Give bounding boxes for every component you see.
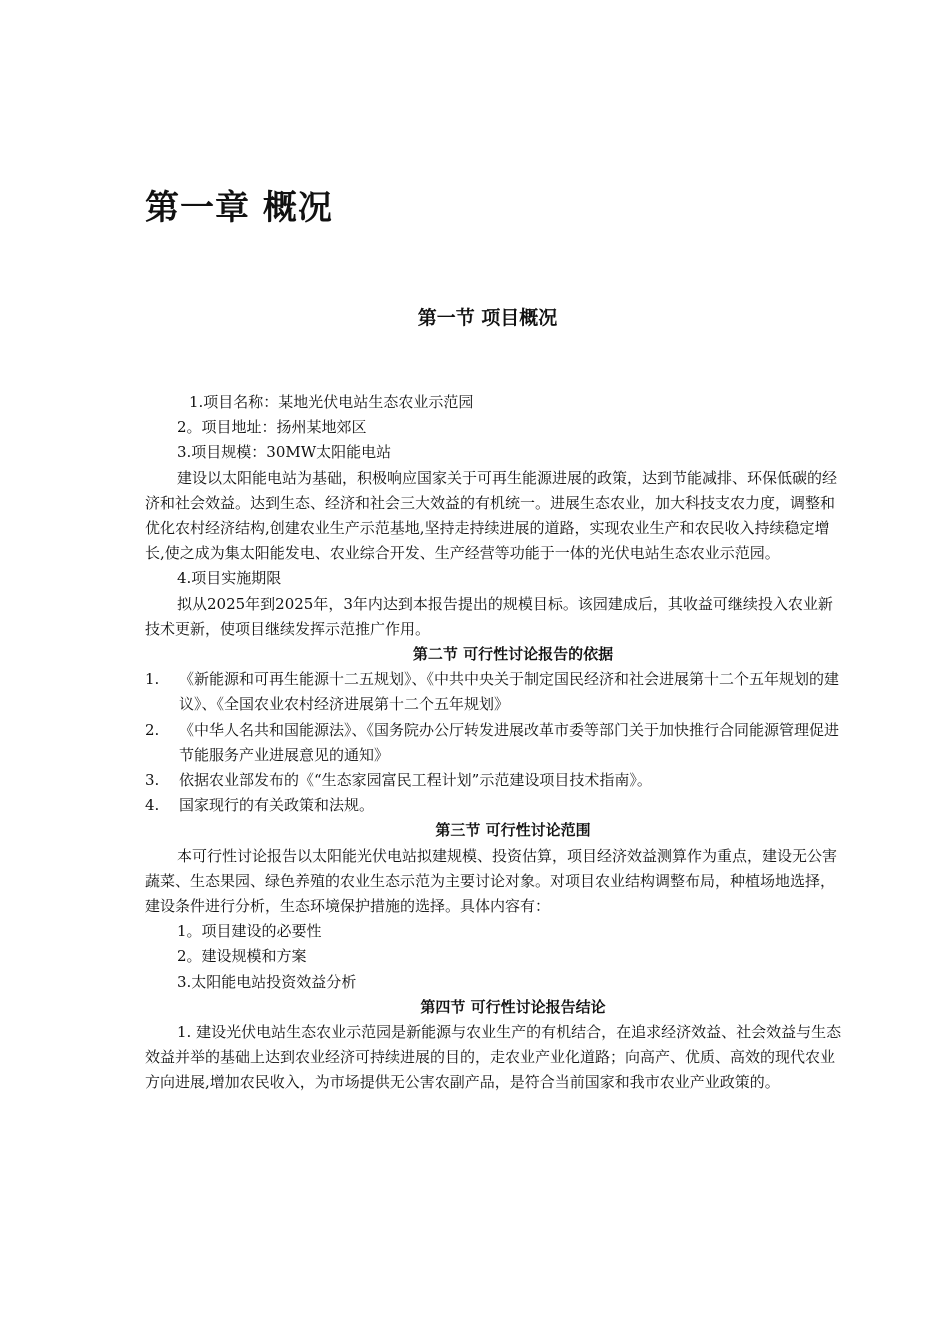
chapter-title: 第一章 概况: [145, 188, 333, 228]
basis-list-item: [145, 718, 845, 768]
list-text: 国家现行的有关政策和法规。: [179, 796, 375, 815]
section-title-basis: 第二节 可行性讨论报告的依据: [412, 645, 614, 664]
conclusion-paragraph: 1. 建设光伏电站生态农业示范园是新能源与农业生产的有机结合，在追求经济效益、社会效益与生态效益并举的基础上达到农业经济可持续进展的目的，走农业产业化道路；向高产、优质、高效的现代农业方向进展,增加农民收入，为市场提供无公害农副产品，是符合当前国家和我市农业产业政策的。: [145, 1023, 842, 1092]
list-number: 4.: [145, 796, 160, 815]
list-text: 依据农业部发布的《“生态家园富民工程计划”示范建设项目技术指南》。: [179, 771, 652, 790]
section-title-conclusion: 第四节 可行性讨论报告结论: [420, 997, 606, 1016]
basis-list-item: [145, 793, 845, 818]
section-title-scope: 第三节 可行性讨论范围: [435, 821, 591, 840]
scope-list-item: 1。项目建设的必要性: [177, 922, 322, 941]
scope-paragraph: 本可行性讨论报告以太阳能光伏电站拟建规模、投资估算，项目经济效益测算作为重点，建设无公害蔬菜、生态果园、绿色养殖的农业生态示范为主要讨论对象。对项目农业结构调整布局，种植场地选择，建设条件进行分析，生态环境保护措施的选择。具体内容有：: [145, 846, 838, 916]
list-text: 《新能源和可再生能源十二五规划》、《中共中央关于制定国民经济和社会进展第十二个五年规划的建议》、《全国农业农村经济进展第十二个五年规划》: [179, 670, 840, 714]
overview-paragraph: 建设以太阳能电站为基础，积极响应国家关于可再生能源进展的政策，达到节能减排、环保低碳的经济和社会效益。达到生态、经济和社会三大效益的有机统一。进展生态农业，加大科技支农力度，调整和优化农村经济结构,创建农业生产示范基地,坚持走持续进展的道路，实现农业生产和农民收入持续稳定增长,使之成为集太阳能发电、农业综合开发、生产经营等功能于一体的光伏电站生态农业示范园。: [145, 468, 838, 563]
list-number: 2.: [145, 720, 160, 739]
list-number: 3.: [145, 771, 160, 790]
section-title-overview: 第一节 项目概况: [417, 307, 558, 329]
project-name-item: 1.项目名称：某地光伏电站生态农业示范园: [189, 393, 474, 411]
document-body: [145, 390, 845, 1096]
project-period-item: 4.项目实施期限: [177, 569, 282, 588]
period-paragraph: 拟从2025年到2025年，3年内达到本报告提出的规模目标。该园建成后，其收益可继续投入农业新技术更新，使项目继续发挥示范推广作用。: [145, 594, 833, 638]
scope-list-item: 2。建设规模和方案: [177, 947, 307, 966]
list-text: 《中华人名共和国能源法》、《国务院办公厅转发进展改革市委等部门关于加快推行合同能源管理促进节能服务产业进展意见的通知》: [179, 720, 840, 764]
project-address-item: 2。项目地址：扬州某地郊区: [177, 418, 367, 437]
basis-list-item: [145, 768, 845, 793]
project-scale-item: 3.项目规模：30MW太阳能电站: [177, 443, 392, 462]
basis-list-item: [145, 667, 845, 717]
scope-list-item: 3.太阳能电站投资效益分析: [177, 972, 357, 991]
list-number: 1.: [145, 670, 160, 689]
